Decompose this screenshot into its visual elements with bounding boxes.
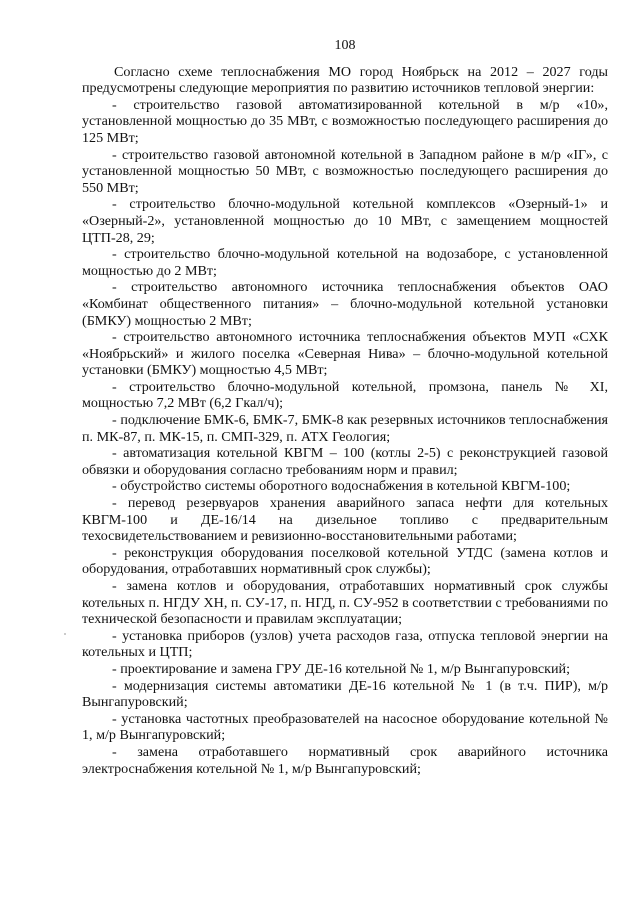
list-item: - замена котлов и оборудования, отработавших нормативный срок службы котельных п. НГДУ ХН, п. СУ-17, п. НГД, п. СУ-952 в соответствии с требованиями по технической безопасности и правилам эксплуатации;	[82, 578, 608, 628]
list-item: - строительство газовой автономной котельной в Западном районе в м/р «IГ», с установленной мощностью 50 МВт, с возможностью последующего расширения до 550 МВт;	[82, 146, 608, 196]
list-item: - перевод резервуаров хранения аварийного запаса нефти для котельных КВГМ-100 и ДЕ-16/14 на дизельное топливо с предварительным техосвидетельствованием и ревизионно-восстановительными работами;	[82, 495, 608, 545]
list-item: - установка приборов (узлов) учета расходов газа, отпуска тепловой энергии на котельных и ЦТП;	[82, 627, 608, 661]
list-item: - строительство автономного источника теплоснабжения объектов МУП «СХК «Ноябрьский» и жилого поселка «Северная Нива» – блочно-модульной котельной установки (БМКУ) мощностью 4,5 МВт;	[82, 329, 608, 379]
list-item: - реконструкция оборудования поселковой котельной УТДС (замена котлов и оборудования, отработавших нормативный срок службы);	[82, 544, 608, 578]
list-item: - автоматизация котельной КВГМ – 100 (котлы 2-5) с реконструкцией газовой обвязки и оборудования согласно требованиям норм и правил;	[82, 445, 608, 478]
list-item: - проектирование и замена ГРУ ДЕ-16 котельной № 1, м/р Вынгапуровский;	[112, 660, 570, 677]
list-item: - строительство автономного источника теплоснабжения объектов ОАО «Комбинат общественного питания» – блочно-модульной котельной установки (БМКУ) мощностью 2 МВт;	[82, 279, 608, 329]
list-item: - установка частотных преобразователей на насосное оборудование котельной № 1, м/р Вынгапуровский;	[82, 710, 608, 744]
list-item: - строительство блочно-модульной котельной на водозаборе, с установленной мощностью до 2 МВт;	[82, 246, 608, 279]
scan-speck	[64, 633, 66, 635]
list-item: - строительство блочно-модульной котельной, промзона, панель № XI, мощностью 7,2 МВт (6,2 Гкал/ч);	[82, 378, 608, 412]
list-item: - подключение БМК-6, БМК-7, БМК-8 как резервных источников теплоснабжения п. МК-87, п. МК-15, п. СМП-329, п. АТХ Геология;	[82, 412, 608, 445]
list-item: - строительство газовой автоматизированной котельной в м/р «10», установленной мощностью до 35 МВт, с возможностью последующего расширения до 125 МВт;	[82, 96, 608, 146]
page-number: 108	[334, 38, 356, 53]
list-item: - обустройство системы оборотного водоснабжения в котельной КВГМ-100;	[112, 478, 571, 495]
list-item: - строительство блочно-модульной котельной комплексов «Озерный-1» и «Озерный-2», установленной мощностью до 10 МВт, с замещением мощностей ЦТП-28, 29;	[82, 196, 608, 246]
list-item: - замена отработавшего нормативный срок аварийного источника электроснабжения котельной № 1, м/р Вынгапуровский;	[82, 743, 608, 777]
intro-paragraph: Согласно схеме теплоснабжения МО город Ноябрьск на 2012 – 2027 годы предусмотрены следующие мероприятия по развитию источников тепловой энергии:	[82, 63, 608, 97]
list-item: - модернизация системы автоматики ДЕ-16 котельной № 1 (в т.ч. ПИР), м/р Вынгапуровский;	[82, 677, 608, 711]
